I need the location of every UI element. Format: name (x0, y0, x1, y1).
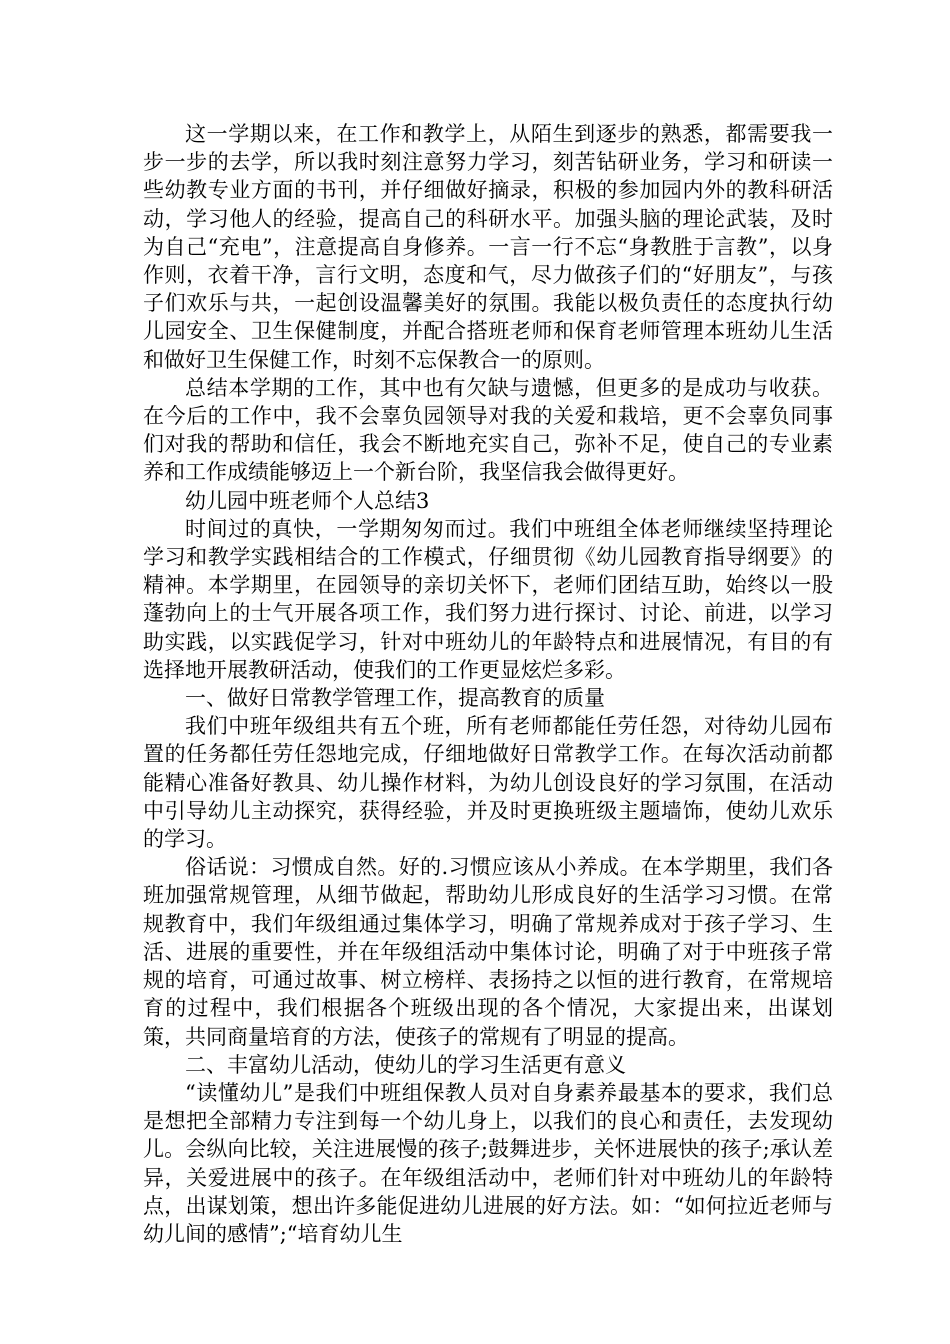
section-heading: 二、丰富幼儿活动，使幼儿的学习生活更有意义 (185, 1052, 626, 1077)
body-paragraph: 时间过的真快，一学期匆匆而过。我们中班组全体老师继续坚持理论学习和教学实践相结合的工作模式，仔细贯彻《幼儿园教育指导纲要》的精神。本学期里，在园领导的亲切关怀下，老师们团结互助，始终以一股蓬勃向上的士气开展各项工作，我们努力进行探讨、讨论、前进，以学习助实践，以实践促学习，针对中班幼儿的年龄特点和进展情况，有目的有选择地开展教研活动，使我们的工作更显炫烂多彩。 (143, 516, 833, 682)
body-paragraph: 这一学期以来，在工作和教学上，从陌生到逐步的熟悉，都需要我一步一步的去学，所以我时刻注意努力学习，刻苦钻研业务，学习和研读一些幼教专业方面的书刊，并仔细做好摘录，积极的参加园内外的教科研活动，学习他人的经验，提高自己的科研水平。加强头脑的理论武装，及时为自己“充电”，注意提高自身修养。一言一行不忘“身教胜于言教”，以身作则，衣着干净，言行文明，态度和气，尽力做孩子们的“好朋友”，与孩子们欢乐与共，一起创设温馨美好的氛围。我能以极负责任的态度执行幼儿园安全、卫生保健制度，并配合搭班老师和保育老师管理本班幼儿生活和做好卫生保健工作，时刻不忘保教合一的原则。 (143, 122, 833, 372)
document-body (143, 120, 833, 1248)
section-title: 幼儿园中班老师个人总结3 (185, 488, 430, 513)
body-paragraph: 我们中班年级组共有五个班，所有老师都能任劳任怨，对待幼儿园布置的任务都任劳任怨地完成，仔细地做好日常教学工作。在每次活动前都能精心准备好教具、幼儿操作材料，为幼儿创设良好的学习氛围，在活动中引导幼儿主动探究，获得经验，并及时更换班级主题墙饰，使幼儿欢乐的学习。 (143, 714, 833, 852)
section-heading: 一、做好日常教学管理工作，提高教育的质量 (185, 686, 605, 711)
body-paragraph: 俗话说：习惯成自然。好的.习惯应该从小养成。在本学期里，我们各班加强常规管理，从细节做起，帮助幼儿形成良好的生活学习习惯。在常规教育中，我们年级组通过集体学习，明确了常规养成对于孩子学习、生活、进展的重要性，并在年级组活动中集体讨论，明确了对于中班孩子常规的培育，可通过故事、树立榜样、表扬持之以恒的进行教育，在常规培育的过程中，我们根据各个班级出现的各个情况，大家提出来，出谋划策，共同商量培育的方法，使孩子的常规有了明显的提高。 (143, 855, 833, 1049)
body-paragraph: 总结本学期的工作，其中也有欠缺与遗憾，但更多的是成功与收获。在今后的工作中，我不会辜负园领导对我的关爱和栽培，更不会辜负同事们对我的帮助和信任，我会不断地充实自己，弥补不足，使自己的专业素养和工作成绩能够迈上一个新台阶，我坚信我会做得更好。 (143, 375, 833, 485)
body-paragraph: “读懂幼儿”是我们中班组保教人员对自身素养最基本的要求，我们总是想把全部精力专注到每一个幼儿身上，以我们的良心和责任，去发现幼儿。会纵向比较，关注进展慢的孩子;鼓舞进步，关怀进展快的孩子;承认差异，关爱进展中的孩子。在年级组活动中，老师们针对中班幼儿的年龄特点，出谋划策，想出许多能促进幼儿进展的好方法。如：“如何拉近老师与幼儿间的感情”;“培育幼儿生 (143, 1080, 833, 1246)
